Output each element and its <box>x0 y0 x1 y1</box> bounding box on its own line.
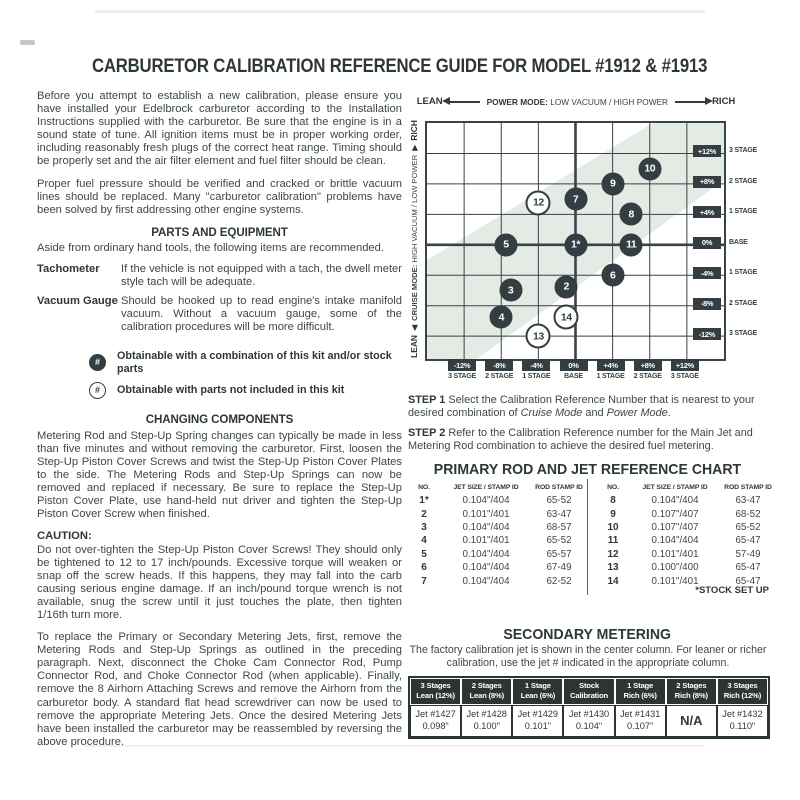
rich-label: RICH <box>409 120 419 141</box>
step <box>408 394 766 420</box>
cell: 0.100"/400 <box>651 562 699 574</box>
header-line1: 2 Stages <box>471 681 502 690</box>
parts-equipment-heading: PARTS AND EQUIPMENT <box>151 225 288 239</box>
power-mode-title: POWER MODE: LOW VACUUM / HIGH POWER <box>486 96 669 107</box>
cell: 65-52 <box>546 535 572 547</box>
legend-row <box>89 382 402 399</box>
legend-row <box>89 350 402 375</box>
primary-table-row <box>408 507 586 520</box>
secondary-value-cell <box>410 705 461 737</box>
cell: 0.101"/401 <box>651 575 699 587</box>
step-label: STEP 1 <box>408 394 449 406</box>
cell: 67-49 <box>546 562 572 574</box>
header-line2: Rich (12%) <box>723 691 762 700</box>
page-title: CARBURETOR CALIBRATION REFERENCE GUIDE FOR MODEL #1912 & #1913 <box>92 56 708 77</box>
cell: 0.101"/401 <box>651 548 699 560</box>
y-stage-label: 3 STAGE <box>729 330 758 338</box>
y-tick-0%: 0% <box>693 237 721 249</box>
column-header: NO. <box>607 483 619 491</box>
cell: 5 <box>421 548 427 560</box>
calibration-point-3: 3 <box>499 279 522 302</box>
secondary-value-cell <box>717 705 768 737</box>
secondary-value-cell <box>563 705 614 737</box>
left-arrow-icon <box>450 101 480 103</box>
cell: 65-52 <box>546 495 572 507</box>
y-stage-label: 2 STAGE <box>729 177 758 185</box>
secondary-column-header <box>666 678 717 705</box>
x-stage-label: 2 STAGE <box>485 373 514 380</box>
x-stage-label: 1 STAGE <box>596 373 625 380</box>
primary-table-row <box>408 548 586 561</box>
primary-chart-heading: PRIMARY ROD AND JET REFERENCE CHART <box>433 461 742 478</box>
primary-table-header <box>597 480 775 494</box>
open-number-icon: # <box>89 382 106 399</box>
cell: 65-47 <box>735 575 761 587</box>
y-tick--4%: -4% <box>693 267 721 279</box>
primary-table-row <box>597 548 775 561</box>
changing-components-paragraph: Metering Rod and Step-Up Spring changes can typically be made in less than five minutes and without removing the carburetor. First, loosen the Step-Up Piston Cover Screws and twist the Step-Up Piston Cover Plates to the side. The Metering Rods and Step-Up Springs can now be removed and replaced if necessary. Be sure to replace the Step-Up Piston Cover Plate, use hand-held nut driver and tighten the Step-Up Piston Cover Screw when finished. <box>37 429 402 521</box>
changing-components-heading: CHANGING COMPONENTS <box>145 413 294 427</box>
header-line2: Rich (8%) <box>674 691 708 700</box>
calibration-point-11: 11 <box>620 233 643 256</box>
step-text: Cruise Mode <box>520 407 583 420</box>
primary-table-row <box>408 494 586 507</box>
column-header: JET SIZE / STAMP ID <box>453 483 519 491</box>
calibration-point-1: 1* <box>564 233 587 256</box>
calibration-point-13: 13 <box>526 324 551 349</box>
calibration-point-6: 6 <box>601 264 624 287</box>
intro-paragraph-1: Before you attempt to establish a new calibration, please ensure you have installed your Edelbrock carburetor according to the Installation Instructions supplied with the carburetor. Be sure that the engine is in a sound state of tune. All ignition items must be in proper working order, including reasonably fresh plugs of the correct heat range. Timing should be properly set and the air filter element and fuel filter should be clean. <box>37 90 402 168</box>
primary-table-row <box>408 574 586 587</box>
cruise-mode-axis-label <box>409 121 419 357</box>
header-line2: Calibration <box>570 691 608 700</box>
cell: 65-47 <box>735 562 761 574</box>
header-line2: Lean (8%) <box>469 691 504 700</box>
primary-table-row <box>408 534 586 547</box>
jet-number: Jet #1427 <box>415 709 456 719</box>
cell: 65-52 <box>735 521 761 533</box>
cell: 14 <box>607 575 619 587</box>
cell: 0.104"/404 <box>651 535 699 547</box>
jet-size: 0.104" <box>575 721 603 732</box>
step-label: STEP 2 <box>408 427 449 440</box>
y-tick-+12%: +12% <box>693 145 721 157</box>
equipment-item-text: Should be hooked up to read engine's intake manifold vacuum. Without a vacuum gauge, some of the calibration procedures will be more difficult. <box>121 294 402 333</box>
secondary-value-cell <box>615 705 666 737</box>
step-text: Select the Calibration Reference Number that is nearest to your desired combination of <box>408 394 755 420</box>
cell: 1* <box>419 495 429 507</box>
jet-number: Jet #1431 <box>619 709 661 719</box>
legend-text: Obtainable with parts not included in this kit <box>117 384 345 397</box>
step-text: . <box>667 407 671 420</box>
jet-number: Jet #1428 <box>466 709 507 719</box>
equipment-item-text: If the vehicle is not equipped with a tach, the dwell meter style tach will be adequate. <box>121 262 402 288</box>
cell: 0.107"/407 <box>651 508 699 520</box>
cell: 3 <box>421 521 427 533</box>
table-divider <box>587 479 588 595</box>
calibration-point-7: 7 <box>564 188 587 211</box>
cell: 8 <box>610 495 616 507</box>
y-stage-label: 1 STAGE <box>729 208 758 216</box>
calibration-point-2: 2 <box>555 275 578 298</box>
secondary-column-header <box>563 678 614 705</box>
x-tick-+8%: +8% <box>634 359 662 371</box>
calibration-point-14: 14 <box>554 305 579 330</box>
cell: 0.104"/404 <box>462 495 510 507</box>
column-header: NO. <box>418 483 430 491</box>
calibration-point-4: 4 <box>490 306 513 329</box>
x-stage-label: 2 STAGE <box>633 373 662 380</box>
scan-artifact-top <box>95 10 705 13</box>
cell: 13 <box>607 562 619 574</box>
cell: 68-57 <box>546 521 572 533</box>
cell: 63-47 <box>735 495 761 507</box>
jet-number: Jet #1429 <box>517 709 559 719</box>
secondary-column-header <box>615 678 666 705</box>
lean-label: LEAN <box>416 96 443 107</box>
cell: 12 <box>607 548 619 560</box>
primary-table-header <box>408 480 586 494</box>
header-line1: 1 Stage <box>524 681 551 690</box>
x-tick--4%: -4% <box>522 359 550 371</box>
secondary-value-cell <box>461 705 512 737</box>
y-stage-label: 1 STAGE <box>729 269 758 277</box>
jet-number: Jet #1430 <box>568 709 610 719</box>
header-line1: 1 Stage <box>627 681 654 690</box>
equipment-item <box>37 295 402 334</box>
y-stage-label: 2 STAGE <box>729 299 758 307</box>
x-stage-label: 3 STAGE <box>448 373 477 380</box>
secondary-column-header <box>512 678 563 705</box>
header-line1: 2 Stages <box>676 681 707 690</box>
step-text: and <box>582 407 607 420</box>
cell: 68-52 <box>735 508 761 520</box>
cell: 0.104"/404 <box>462 562 510 574</box>
calibration-point-8: 8 <box>620 203 643 226</box>
primary-table-row <box>597 521 775 534</box>
scan-artifact-mark <box>20 40 35 45</box>
jet-size: 0.100" <box>473 721 500 732</box>
cell: 0.104"/404 <box>651 495 699 507</box>
primary-table-right <box>597 480 775 588</box>
jet-number: Jet #1432 <box>722 709 763 719</box>
jet-size: 0.110" <box>729 721 756 732</box>
x-tick-+4%: +4% <box>597 359 625 371</box>
y-tick-+4%: +4% <box>693 206 721 218</box>
x-tick-+12%: +12% <box>671 359 699 371</box>
jet-size: 0.098" <box>422 721 449 732</box>
cell: 10 <box>607 521 619 533</box>
y-tick--12%: -12% <box>693 328 721 340</box>
y-stage-label: BASE <box>729 238 748 246</box>
calibration-reference-chart <box>405 95 777 387</box>
calibration-point-12: 12 <box>526 190 551 215</box>
equipment-list <box>37 263 402 334</box>
calibration-point-10: 10 <box>638 157 661 180</box>
header-line1: 3 Stages <box>420 681 451 690</box>
cell: 0.101"/401 <box>462 508 510 520</box>
header-line1: 3 Stages <box>727 681 758 690</box>
primary-table-row <box>597 534 775 547</box>
cell: 0.107"/407 <box>651 521 699 533</box>
legend-text: Obtainable with a combination of this kit and/or stock parts <box>117 349 392 375</box>
rich-label: RICH <box>712 96 736 107</box>
primary-table-row <box>597 507 775 520</box>
jet-size: 0.101" <box>524 721 551 732</box>
x-stage-label: 1 STAGE <box>522 373 551 380</box>
cell: 0.104"/404 <box>462 575 510 587</box>
cell: 7 <box>421 575 427 587</box>
x-stage-label: BASE <box>564 373 583 380</box>
caution-label: CAUTION: <box>37 530 92 543</box>
secondary-metering-table <box>408 676 770 739</box>
cell: 9 <box>610 508 616 520</box>
caution-paragraph: Do not over-tighten the Step-Up Piston Cover Screws! They should only be tightened to 12 to 17 inch/pounds. Excessive torque will weaken or snap off the screw heads. If this happens, they may fall into the carb causing serious engine damage. If an inch/pound torque wrench is not available, snug the screw until it just touches the plate, then tighten 1/16th turn more. <box>37 543 402 621</box>
equipment-item-label: Vacuum Gauge <box>37 294 118 307</box>
cell: 63-47 <box>546 508 572 520</box>
calibration-point-9: 9 <box>601 172 624 195</box>
x-tick--8%: -8% <box>485 359 513 371</box>
steps <box>408 394 766 460</box>
cell: 6 <box>421 562 427 574</box>
x-tick-0%: 0% <box>560 359 588 371</box>
cell: 0.101"/401 <box>462 535 510 547</box>
step <box>408 427 766 453</box>
down-arrow-icon: ◀ <box>409 324 419 332</box>
secondary-column-header <box>410 678 461 705</box>
power-mode-axis-label <box>411 96 741 107</box>
primary-table-row <box>408 521 586 534</box>
primary-table-row <box>597 494 775 507</box>
primary-table-row <box>408 561 586 574</box>
cell: 57-49 <box>735 548 761 560</box>
right-arrow-icon <box>675 101 705 103</box>
cell: 0.104"/404 <box>462 548 510 560</box>
plot-area <box>425 121 726 361</box>
cell: 11 <box>607 535 619 547</box>
equipment-item <box>37 263 402 289</box>
x-stage-label: 3 STAGE <box>670 373 699 380</box>
column-header: JET SIZE / STAMP ID <box>642 483 708 491</box>
header-line2: Lean (12%) <box>416 691 455 700</box>
y-stage-label: 3 STAGE <box>729 147 758 155</box>
cell: 62-52 <box>546 575 572 587</box>
left-column <box>37 90 402 758</box>
y-tick-+8%: +8% <box>693 176 721 188</box>
secondary-value-cell <box>512 705 563 737</box>
cell: 65-47 <box>735 535 761 547</box>
secondary-value-cell: N/A <box>666 705 717 737</box>
secondary-column-header <box>717 678 768 705</box>
cell: 65-57 <box>546 548 572 560</box>
calibration-point-5: 5 <box>494 233 517 256</box>
primary-table-left <box>408 480 586 588</box>
header-line2: Rich (6%) <box>623 691 657 700</box>
header-line2: Lean (6%) <box>520 691 556 700</box>
jet-replacement-paragraph: To replace the Primary or Secondary Metering Jets, first, remove the Metering Rods and Step-Up Springs as outlined in the preceding paragraph. Next, disconnect the Choke Cam Connector Rod, Pump Connector Rod, and Choke Connector Rod (when applicable). Finally, remove the 8 Airhorn Attaching Screws and remove the Airhorn from the carburetor body. A standard flat head screwdriver can now be used to remove the appropriate Metering Jets. Once the desired Metering Jets have been installed the carburetor may be reassembled by reversing the above procedure. <box>37 631 402 748</box>
stock-setup-footnote: *STOCK SET UP <box>695 585 769 596</box>
primary-table-row <box>597 561 775 574</box>
parts-equipment-intro: Aside from ordinary hand tools, the following items are recommended. <box>37 242 384 255</box>
cruise-mode-title: CRUISE MODE: HIGH VACUUM / LOW POWER <box>409 154 419 321</box>
x-tick--12%: -12% <box>448 359 476 371</box>
symbol-legend <box>89 350 402 399</box>
y-tick--8%: -8% <box>693 298 721 310</box>
header-line1: Stock <box>579 681 599 690</box>
cell: 0.104"/404 <box>462 521 510 533</box>
up-arrow-icon: ▶ <box>409 144 419 151</box>
intro-paragraph-2: Proper fuel pressure should be verified and cracked or brittle vacuum lines should be replaced. Many "carburetor calibration" problems have been solved by first addressing other engine systems. <box>37 177 402 216</box>
secondary-metering-description: The factory calibration jet is shown in the center column. For leaner or richer calibration, use the jet # indicated in the appropriate column. <box>409 644 767 670</box>
cell: 2 <box>421 508 427 520</box>
jet-size: 0.107" <box>627 721 654 732</box>
filled-number-icon: # <box>89 354 106 371</box>
equipment-item-label: Tachometer <box>37 262 100 275</box>
cell: 4 <box>421 535 427 547</box>
column-header: ROD STAMP ID <box>535 483 583 491</box>
secondary-metering-heading: SECONDARY METERING <box>503 626 672 643</box>
step-text: Refer to the Calibration Reference number for the Main Jet and Metering Rod combination to achieve the desired fuel metering. <box>408 427 753 453</box>
step-text: Power Mode <box>606 407 668 420</box>
lean-label: LEAN <box>409 335 419 358</box>
column-header: ROD STAMP ID <box>724 483 772 491</box>
secondary-column-header <box>461 678 512 705</box>
